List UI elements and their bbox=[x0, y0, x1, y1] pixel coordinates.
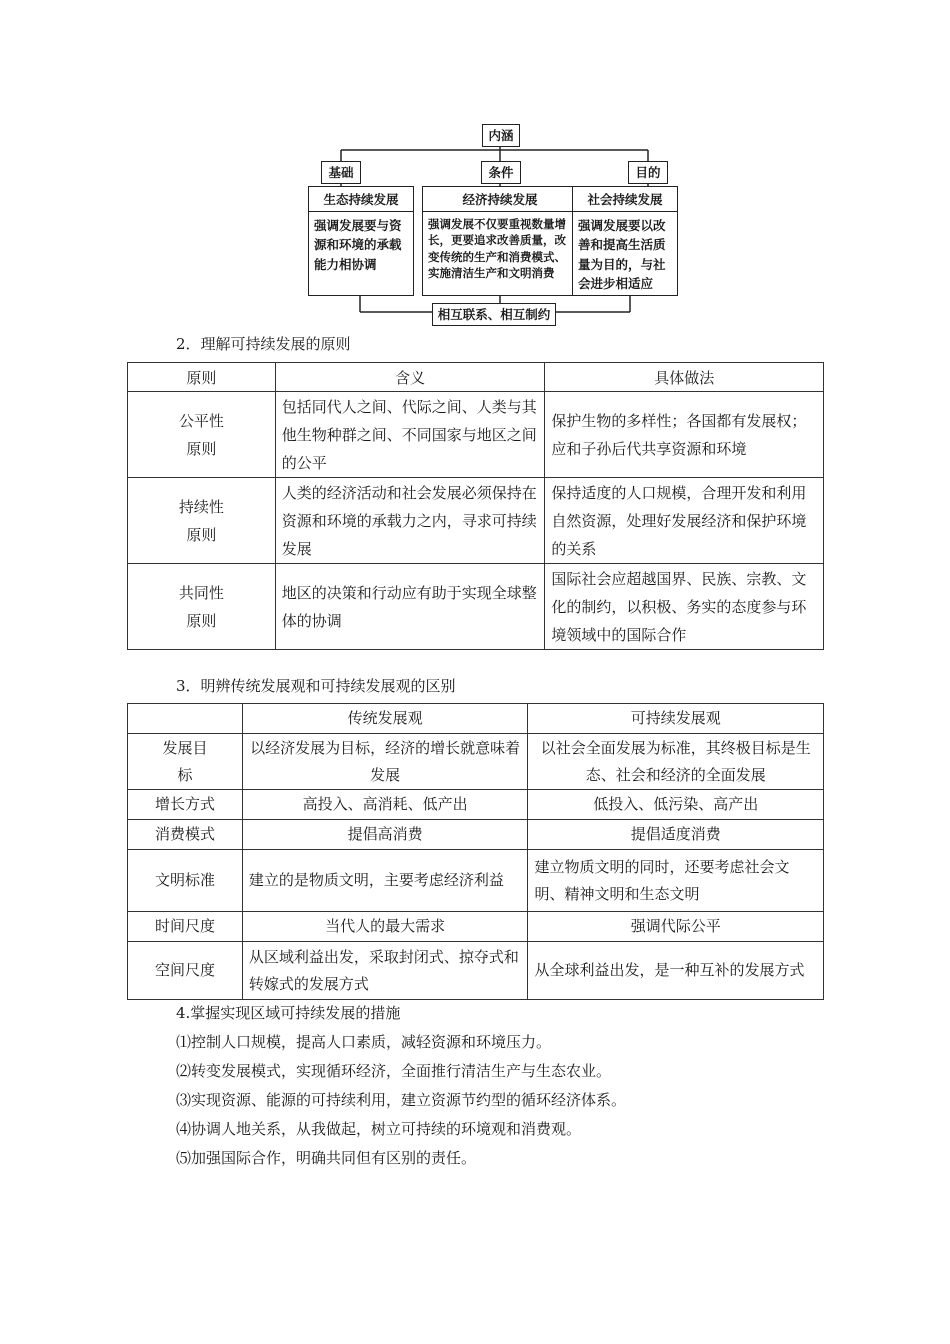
traditional-cell: 高投入、高消耗、低产出 bbox=[242, 790, 528, 820]
sustainable-cell: 建立物质文明的同时，还要考虑社会文明、精神文明和生态文明 bbox=[528, 850, 824, 912]
meaning-cell: 地区的决策和行动应有助于实现全球整体的协调 bbox=[275, 564, 545, 650]
list-item: ⑴控制人口规模，提高人口素质，减轻资源和环境压力。 bbox=[176, 1033, 552, 1051]
sustainable-cell: 强调代际公平 bbox=[528, 912, 824, 942]
practice-cell: 保持适度的人口规模，合理开发和利用自然资源，处理好发展经济和保护环境的关系 bbox=[545, 478, 824, 564]
table-row bbox=[128, 564, 824, 650]
diagram-branch-label-2 bbox=[481, 161, 521, 184]
diagram-card-society bbox=[572, 186, 678, 296]
sustainable-cell: 低投入、低污染、高产出 bbox=[528, 790, 824, 820]
item-cell: 消费模式 bbox=[128, 820, 243, 850]
sustainable-cell: 以社会全面发展为标准，其终极目标是生态、社会和经济的全面发展 bbox=[528, 734, 824, 790]
diagram-branch-label-3 bbox=[628, 161, 668, 184]
item-cell: 增长方式 bbox=[128, 790, 243, 820]
principle-name: 原则 bbox=[186, 439, 217, 458]
principle-name-cell bbox=[128, 392, 276, 478]
principle-name: 原则 bbox=[186, 611, 217, 630]
table-header-row bbox=[128, 363, 824, 392]
card-body: 强调发展要与资源和环境的承载能力相协调 bbox=[314, 218, 402, 272]
meaning-cell: 包括同代人之间、代际之间、人类与其他生物种群之间、不同国家与地区之间的公平 bbox=[275, 392, 545, 478]
card-body: 强调发展不仅要重视数量增长，更要追求改善质量，改变传统的生产和消费模式、实施清洁生产和文明消费 bbox=[428, 217, 566, 280]
practice-cell: 保护生物的多样性；各国都有发展权；应和子孙后代共享资源和环境 bbox=[545, 392, 824, 478]
table-row bbox=[128, 790, 824, 820]
card-body: 强调发展要以改善和提高生活质量为目的，与社会进步相适应 bbox=[578, 218, 666, 292]
item-cell: 时间尺度 bbox=[128, 912, 243, 942]
practice-cell: 国际社会应超越国界、民族、宗教、文化的制约，以积极、务实的态度参与环境领域中的国际合作 bbox=[545, 564, 824, 650]
traditional-cell: 以经济发展为目标，经济的增长就意味着发展 bbox=[242, 734, 528, 790]
branch-label-text: 目的 bbox=[635, 165, 661, 180]
table-row bbox=[128, 392, 824, 478]
section-3-heading: 3．明辨传统发展观和可持续发展观的区别 bbox=[176, 677, 456, 695]
sustainable-development-diagram bbox=[300, 118, 685, 326]
diagram-branch-label-1 bbox=[321, 161, 361, 184]
section-2-heading: 2．理解可持续发展的原则 bbox=[176, 335, 351, 353]
item-cell: 发展目标 bbox=[128, 734, 243, 790]
diagram-top-box bbox=[482, 124, 520, 147]
diagram-card-ecology bbox=[308, 186, 414, 296]
traditional-cell: 建立的是物质文明，主要考虑经济利益 bbox=[242, 850, 528, 912]
item-cell: 文明标准 bbox=[128, 850, 243, 912]
header-cell: 含义 bbox=[275, 363, 545, 392]
diagram-card-economy bbox=[422, 186, 578, 296]
measures-list bbox=[176, 999, 626, 1173]
list-item: ⑷协调人地关系，从我做起，树立可持续的环境观和消费观。 bbox=[176, 1120, 582, 1138]
table-header-row bbox=[128, 704, 824, 734]
header-cell bbox=[128, 704, 243, 734]
branch-label-text: 基础 bbox=[328, 165, 354, 180]
table-row bbox=[128, 850, 824, 912]
card-title: 社会持续发展 bbox=[573, 187, 677, 212]
sustainable-cell: 从全球利益出发，是一种互补的发展方式 bbox=[528, 942, 824, 1000]
diagram-bottom-box bbox=[432, 303, 556, 326]
section-4-heading: 4.掌握实现区域可持续发展的措施 bbox=[176, 1004, 401, 1022]
header-cell: 可持续发展观 bbox=[528, 704, 824, 734]
meaning-cell: 人类的经济活动和社会发展必须保持在资源和环境的承载力之内，寻求可持续发展 bbox=[275, 478, 545, 564]
card-title: 生态持续发展 bbox=[309, 187, 413, 212]
item-cell: 空间尺度 bbox=[128, 942, 243, 1000]
table-row bbox=[128, 734, 824, 790]
table-row bbox=[128, 942, 824, 1000]
principle-name: 共同性 bbox=[178, 583, 224, 602]
principle-name: 公平性 bbox=[178, 411, 224, 430]
branch-label-text: 条件 bbox=[488, 165, 514, 180]
sustainable-cell: 提倡适度消费 bbox=[528, 820, 824, 850]
diagram-top-label: 内涵 bbox=[488, 128, 514, 143]
list-item: ⑸加强国际合作，明确共同但有区别的责任。 bbox=[176, 1149, 477, 1167]
traditional-cell: 提倡高消费 bbox=[242, 820, 528, 850]
diagram-bottom-label: 相互联系、相互制约 bbox=[437, 307, 551, 322]
list-item: ⑶实现资源、能源的可持续利用，建立资源节约型的循环经济体系。 bbox=[176, 1091, 627, 1109]
header-cell: 传统发展观 bbox=[242, 704, 528, 734]
header-cell: 具体做法 bbox=[545, 363, 824, 392]
table-row bbox=[128, 820, 824, 850]
card-title: 经济持续发展 bbox=[423, 187, 577, 212]
principle-name-cell bbox=[128, 564, 276, 650]
principles-table bbox=[127, 362, 824, 650]
list-item: ⑵转变发展模式，实现循环经济，全面推行清洁生产与生态农业。 bbox=[176, 1062, 612, 1080]
traditional-cell: 当代人的最大需求 bbox=[242, 912, 528, 942]
principle-name: 持续性 bbox=[178, 497, 224, 516]
table-row bbox=[128, 912, 824, 942]
principle-name: 原则 bbox=[186, 525, 217, 544]
header-cell: 原则 bbox=[128, 363, 276, 392]
comparison-table bbox=[127, 703, 824, 1000]
principle-name-cell bbox=[128, 478, 276, 564]
table-row bbox=[128, 478, 824, 564]
traditional-cell: 从区域利益出发，采取封闭式、掠夺式和转嫁式的发展方式 bbox=[242, 942, 528, 1000]
